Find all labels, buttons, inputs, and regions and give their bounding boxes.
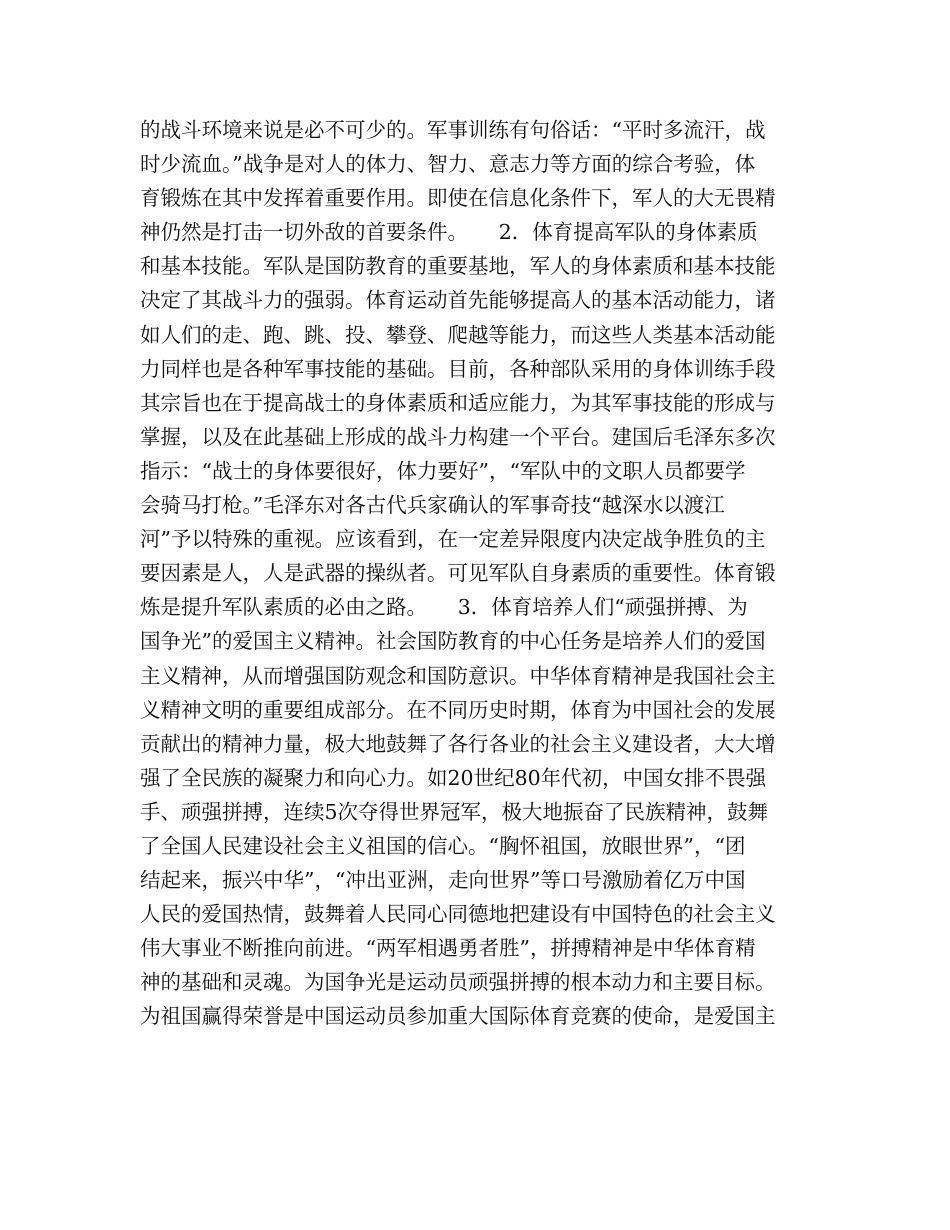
text-line: 结起来，振兴中华”，“冲出亚洲，走向世界”等口号激励着亿万中国 — [140, 868, 746, 893]
text-line: 义精神文明的重要组成部分。在不同历史时期，体育为中国社会的发展 — [140, 697, 776, 722]
text-line: 如人们的走、跑、跳、投、攀登、爬越等能力，而这些人类基本活动能 — [140, 322, 776, 347]
text-line: 时少流血。”战争是对人的体力、智力、意志力等方面的综合考验，体 — [140, 152, 756, 177]
text-line: 主义精神，从而增强国防观念和国防意识。中华体育精神是我国社会主 — [140, 663, 776, 688]
text-line: 贡献出的精神力量，极大地鼓舞了各行各业的社会主义建设者，大大增 — [140, 731, 776, 756]
text-line: 了全国人民建设社会主义祖国的信心。“胸怀祖国，放眼世界”，“团 — [140, 833, 746, 858]
text-line: 要因素是人，人是武器的操纵者。可见军队自身素质的重要性。体育锻 — [140, 561, 776, 586]
body-text — [140, 113, 820, 1034]
text-line: 其宗旨也在于提高战士的身体素质和适应能力，为其军事技能的形成与 — [140, 390, 776, 415]
text-line: 神的基础和灵魂。为国争光是运动员顽强拼搏的根本动力和主要目标。 — [140, 970, 776, 995]
text-line: 力同样也是各种军事技能的基础。目前，各种部队采用的身体训练手段 — [140, 356, 776, 381]
text-line: 河”予以特殊的重视。应该看到，在一定差异限度内决定战争胜负的主 — [140, 527, 766, 552]
text-line: 炼是提升军队素质的必由之路。 3．体育培养人们“顽强拼搏、为 — [140, 595, 748, 620]
text-line: 人民的爱国热情，鼓舞着人民同心同德地把建设有中国特色的社会主义 — [140, 902, 776, 927]
text-line: 和基本技能。军队是国防教育的重要基地，军人的身体素质和基本技能 — [140, 254, 776, 279]
text-line: 育锻炼在其中发挥着重要作用。即使在信息化条件下，军人的大无畏精 — [140, 186, 776, 211]
text-line: 手、顽强拼搏，连续5次夺得世界冠军，极大地振奋了民族精神，鼓舞 — [140, 799, 769, 824]
text-line: 决定了其战斗力的强弱。体育运动首先能够提高人的基本活动能力，诸 — [140, 288, 776, 313]
text-line: 指示：“战士的身体要很好，体力要好”，“军队中的文职人员都要学 — [140, 458, 746, 483]
text-line: 国争光”的爱国主义精神。社会国防教育的中心任务是培养人们的爱国 — [140, 629, 766, 654]
text-line: 会骑马打枪。”毛泽东对各古代兵家确认的军事奇技“越深水以渡江 — [140, 493, 725, 518]
text-line: 的战斗环境来说是必不可少的。军事训练有句俗话：“平时多流汗，战 — [140, 118, 766, 142]
text-line: 伟大事业不断推向前进。“两军相遇勇者胜”，拼搏精神是中华体育精 — [140, 936, 756, 961]
text-line: 神仍然是打击一切外敌的首要条件。 2．体育提高军队的身体素质 — [140, 220, 758, 245]
text-line: 强了全民族的凝聚力和向心力。如20世纪80年代初，中国女排不畏强 — [140, 765, 767, 790]
text-line: 掌握，以及在此基础上形成的战斗力构建一个平台。建国后毛泽东多次 — [140, 424, 776, 449]
text-line: 为祖国赢得荣誉是中国运动员参加重大国际体育竞赛的使命，是爱国主 — [140, 1004, 776, 1029]
